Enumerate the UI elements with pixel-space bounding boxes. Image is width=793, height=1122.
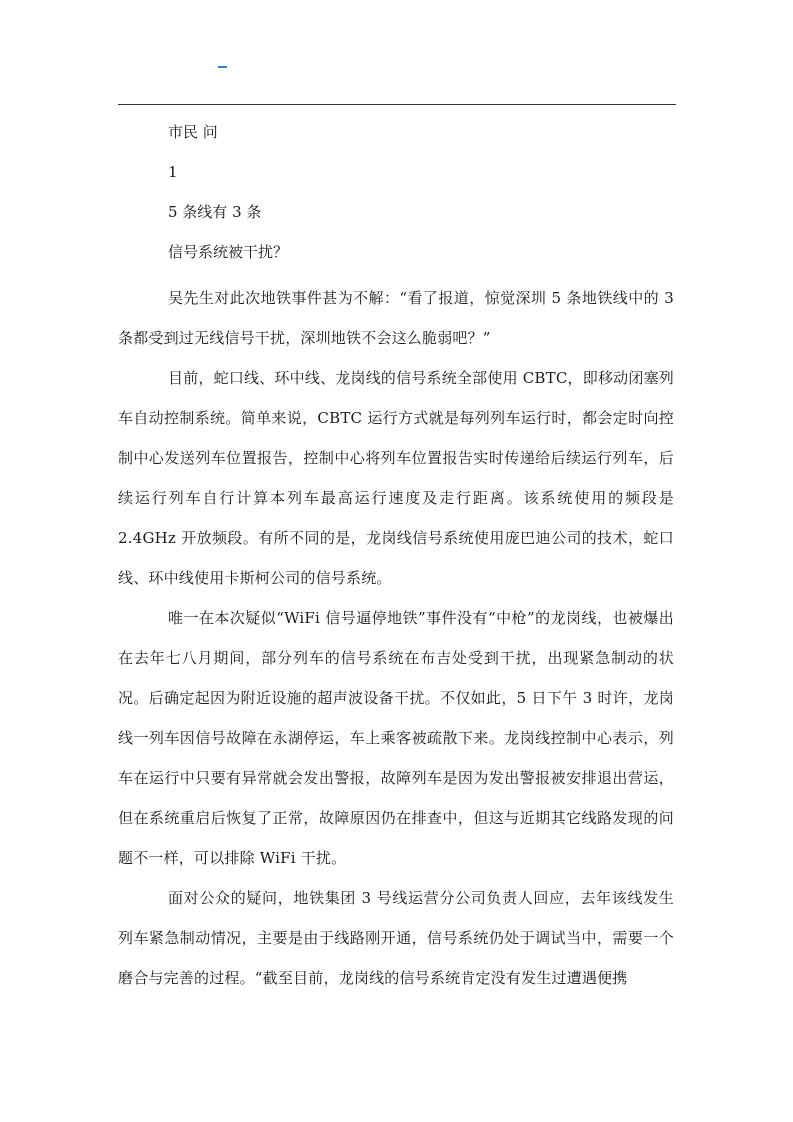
text-line-3: 5 条线有 3 条 (168, 203, 262, 221)
section-heading: 信号系统被干扰？ (168, 243, 289, 261)
header-divider (118, 104, 676, 105)
header-accent-mark (218, 66, 227, 68)
paragraph-2: 目前，蛇口线、环中线、龙岗线的信号系统全部使用 CBTC，即移动闭塞列车自动控制系统。简单来说，CBTC 运行方式就是每列列车运行时，都会定时向控制中心发送列车位置报告，控制中心将列车位置报告实时传递给后续运行列车，后续运行列车自行计算本列车最高运行速度及走行距离。该系统使用的频段是 2.4GHz 开放频段。有所不同的是，龙岗线信号系统使用庞巴迪公司的技术，蛇口线、环中线使用卡斯柯公司的信号系统。 (118, 369, 674, 587)
paragraph-3: 唯一在本次疑似“WiFi 信号逼停地铁”事件没有“中枪”的龙岗线，也被爆出在去年七八月期间，部分列车的信号系统在布吉处受到干扰，出现紧急制动的状况。后确定起因为附近设施的超声波设备干扰。不仅如此，5 日下午 3 时许，龙岗线一列车因信号故障在永湖停运，车上乘客被疏散下来。龙岗线控制中心表示，列车在运行中只要有异常就会发出警报，故障列车是因为发出警报被安排退出营运，但在系统重启后恢复了正常，故障原因仍在排查中，但这与近期其它线路发现的问题不一样，可以排除 WiFi 干扰。 (118, 609, 674, 867)
text-line-1: 市民 问 (168, 123, 218, 141)
text-line-2: 1 (168, 163, 178, 181)
paragraph-4: 面对公众的疑问，地铁集团 3 号线运营分公司负责人回应，去年该线发生列车紧急制动情况，主要是由于线路刚开通，信号系统仍处于调试当中，需要一个磨合与完善的过程。“截至目前，龙岗线的信号系统肯定没有发生过遭遇便携 (118, 889, 674, 987)
document-body (118, 118, 674, 998)
paragraph-1: 吴先生对此次地铁事件甚为不解：“看了报道，惊觉深圳 5 条地铁线中的 3 条都受到过无线信号干扰，深圳地铁不会这么脆弱吧？” (118, 289, 674, 347)
